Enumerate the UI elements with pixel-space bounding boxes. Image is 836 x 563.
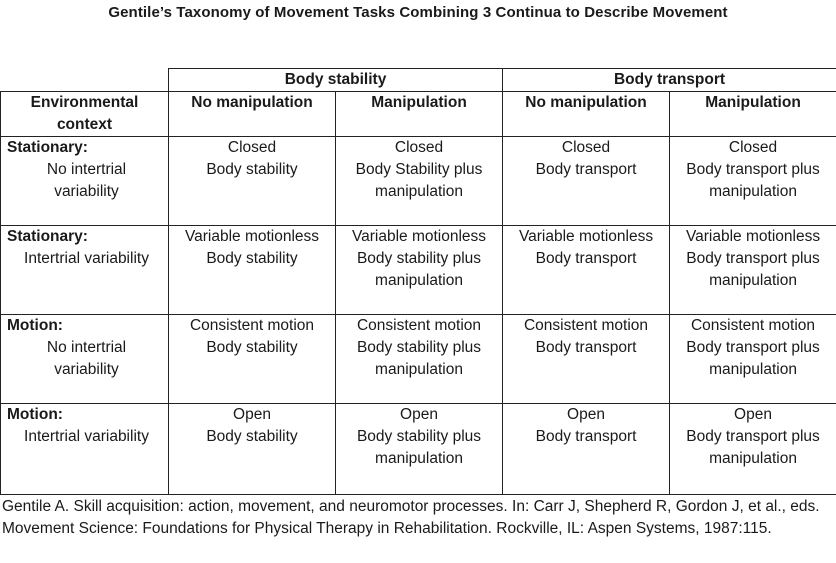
- task-cell-line: manipulation: [709, 361, 797, 378]
- task-cell: [670, 137, 836, 226]
- taxonomy-table: [0, 68, 836, 495]
- task-cell-line: Consistent motion: [189, 317, 315, 334]
- col-header: Manipulation: [670, 92, 836, 137]
- task-cell-line: Variable motionless: [351, 228, 487, 245]
- task-cell-line: Body transport: [535, 161, 637, 178]
- env-context-desc: No intertrial: [46, 161, 127, 178]
- task-cell-line: manipulation: [375, 272, 463, 289]
- task-cell-line: Body stability plus: [356, 428, 482, 445]
- task-cell: [503, 315, 670, 404]
- task-cell-line: manipulation: [375, 450, 463, 467]
- task-cell: [336, 137, 503, 226]
- task-cell: [336, 404, 503, 495]
- env-header-line: Environmental: [30, 94, 139, 111]
- table-row: [1, 315, 836, 404]
- env-context-cell: [1, 315, 169, 404]
- task-cell-line: Closed: [394, 139, 444, 156]
- task-cell: [169, 404, 336, 495]
- env-context-name: Stationary:: [7, 228, 88, 245]
- env-context-desc: Intertrial variability: [24, 428, 149, 445]
- table-body: [1, 137, 836, 495]
- env-context-cell: [1, 137, 169, 226]
- task-cell-line: Body transport plus: [686, 250, 820, 267]
- table-row: [1, 137, 836, 226]
- task-cell-line: Body transport: [535, 339, 637, 356]
- col-header: No manipulation: [169, 92, 336, 137]
- env-context-desc: variability: [54, 361, 119, 378]
- task-cell-line: manipulation: [709, 450, 797, 467]
- task-cell: [503, 404, 670, 495]
- task-cell-line: manipulation: [375, 183, 463, 200]
- table-row: [1, 404, 836, 495]
- task-cell: [169, 226, 336, 315]
- task-cell: [670, 226, 836, 315]
- env-header: [1, 92, 169, 137]
- task-cell-line: Body stability: [206, 161, 298, 178]
- env-context-cell: [1, 404, 169, 495]
- task-cell-line: Variable motionless: [518, 228, 654, 245]
- task-cell-line: Open: [233, 406, 271, 423]
- group-header-row: [1, 69, 836, 92]
- env-context-name: Motion:: [7, 406, 63, 423]
- task-cell: [169, 315, 336, 404]
- task-cell-line: Body transport plus: [686, 428, 820, 445]
- task-cell-line: Body transport: [535, 250, 637, 267]
- env-context-name: Stationary:: [7, 139, 88, 156]
- env-header-line: context: [56, 116, 113, 133]
- task-cell-line: Body transport plus: [686, 339, 820, 356]
- task-cell-line: Variable motionless: [184, 228, 320, 245]
- task-cell-line: Body stability: [206, 339, 298, 356]
- task-cell-line: Open: [734, 406, 772, 423]
- task-cell: [670, 315, 836, 404]
- task-cell-line: Closed: [561, 139, 611, 156]
- col-header: Manipulation: [336, 92, 503, 137]
- task-cell-line: Consistent motion: [356, 317, 482, 334]
- env-context-desc: No intertrial: [46, 339, 127, 356]
- env-context-name: Motion:: [7, 317, 63, 334]
- task-cell: [336, 226, 503, 315]
- source-citation: Gentile A. Skill acquisition: action, movement, and neuromotor processes. In: Carr J, Shepherd R, Gordon J, et al., eds. Movement Science: Foundations for Physical Therapy in Rehabilitation. Rockville, IL: Aspen Systems, 1987:115.: [2, 498, 820, 537]
- column-header-row: [1, 92, 836, 137]
- corner-cell: [1, 69, 169, 92]
- table-title: Gentile’s Taxonomy of Movement Tasks Combining 3 Continua to Describe Movement: [108, 4, 728, 21]
- task-cell-line: Closed: [728, 139, 778, 156]
- task-cell-line: Body transport plus: [686, 161, 820, 178]
- task-cell-line: manipulation: [375, 361, 463, 378]
- task-cell-line: manipulation: [709, 272, 797, 289]
- task-cell-line: Consistent motion: [523, 317, 649, 334]
- task-cell: [503, 137, 670, 226]
- env-context-desc: variability: [54, 183, 119, 200]
- task-cell: [169, 137, 336, 226]
- task-cell: [503, 226, 670, 315]
- table-row: [1, 226, 836, 315]
- task-cell-line: Body stability plus: [356, 339, 482, 356]
- task-cell-line: Body Stability plus: [355, 161, 483, 178]
- task-cell-line: Body stability: [206, 250, 298, 267]
- env-context-desc: Intertrial variability: [24, 250, 149, 267]
- task-cell-line: Consistent motion: [690, 317, 816, 334]
- task-cell-line: Variable motionless: [685, 228, 821, 245]
- group-body-stability: Body stability: [169, 69, 503, 92]
- task-cell-line: Open: [567, 406, 605, 423]
- task-cell-line: manipulation: [709, 183, 797, 200]
- task-cell-line: Body transport: [535, 428, 637, 445]
- task-cell-line: Closed: [227, 139, 277, 156]
- task-cell: [670, 404, 836, 495]
- task-cell-line: Body stability plus: [356, 250, 482, 267]
- group-body-transport: Body transport: [503, 69, 836, 92]
- task-cell-line: Open: [400, 406, 438, 423]
- col-header: No manipulation: [503, 92, 670, 137]
- task-cell: [336, 315, 503, 404]
- env-context-cell: [1, 226, 169, 315]
- task-cell-line: Body stability: [206, 428, 298, 445]
